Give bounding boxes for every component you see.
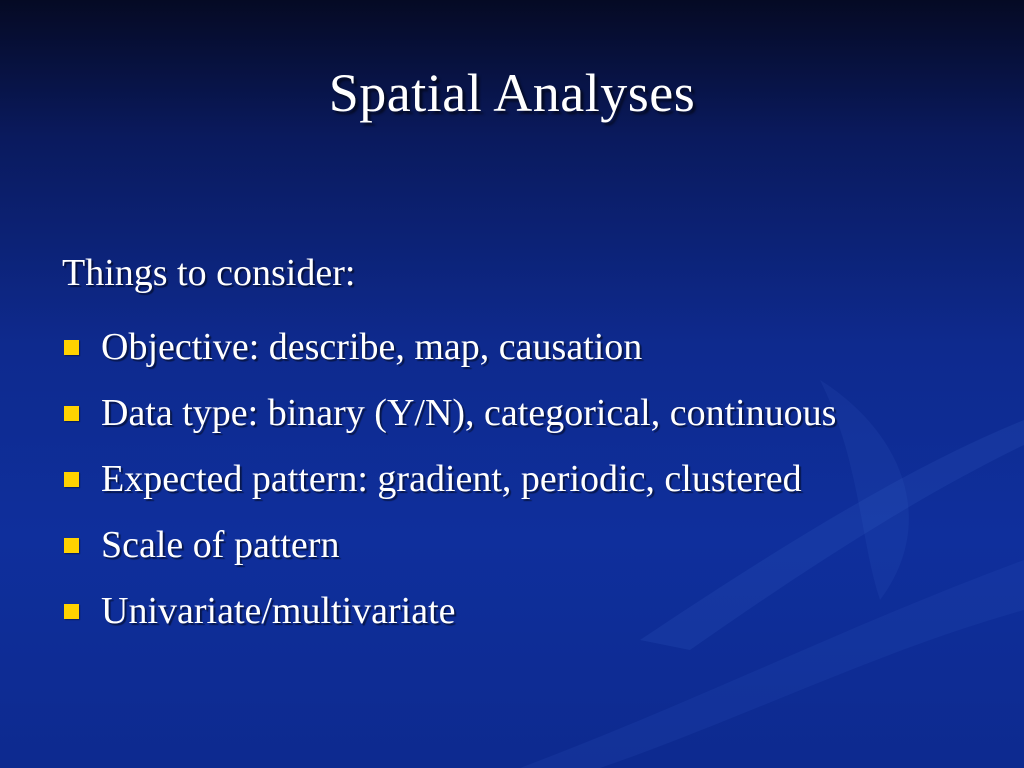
bullet-item-scale	[62, 512, 1002, 578]
square-bullet-icon	[64, 406, 79, 421]
square-bullet-icon	[64, 472, 79, 487]
bullet-list	[62, 314, 1002, 644]
bullet-text: Data type: binary (Y/N), categorical, continuous	[101, 392, 837, 434]
bullet-text: Univariate/multivariate	[101, 590, 456, 632]
square-bullet-icon	[64, 340, 79, 355]
bullet-text: Objective: describe, map, causation	[101, 326, 643, 368]
bullet-text: Expected pattern: gradient, periodic, clustered	[101, 458, 802, 500]
square-bullet-icon	[64, 538, 79, 553]
bullet-item-variate	[62, 578, 1002, 644]
intro-text: Things to consider:	[62, 252, 356, 294]
bullet-item-data-type	[62, 380, 1002, 446]
bullet-text: Scale of pattern	[101, 524, 340, 566]
slide-content	[62, 250, 1002, 644]
bullet-item-objective	[62, 314, 1002, 380]
square-bullet-icon	[64, 604, 79, 619]
slide-title: Spatial Analyses	[328, 63, 696, 123]
bullet-item-expected-pattern	[62, 446, 1002, 512]
